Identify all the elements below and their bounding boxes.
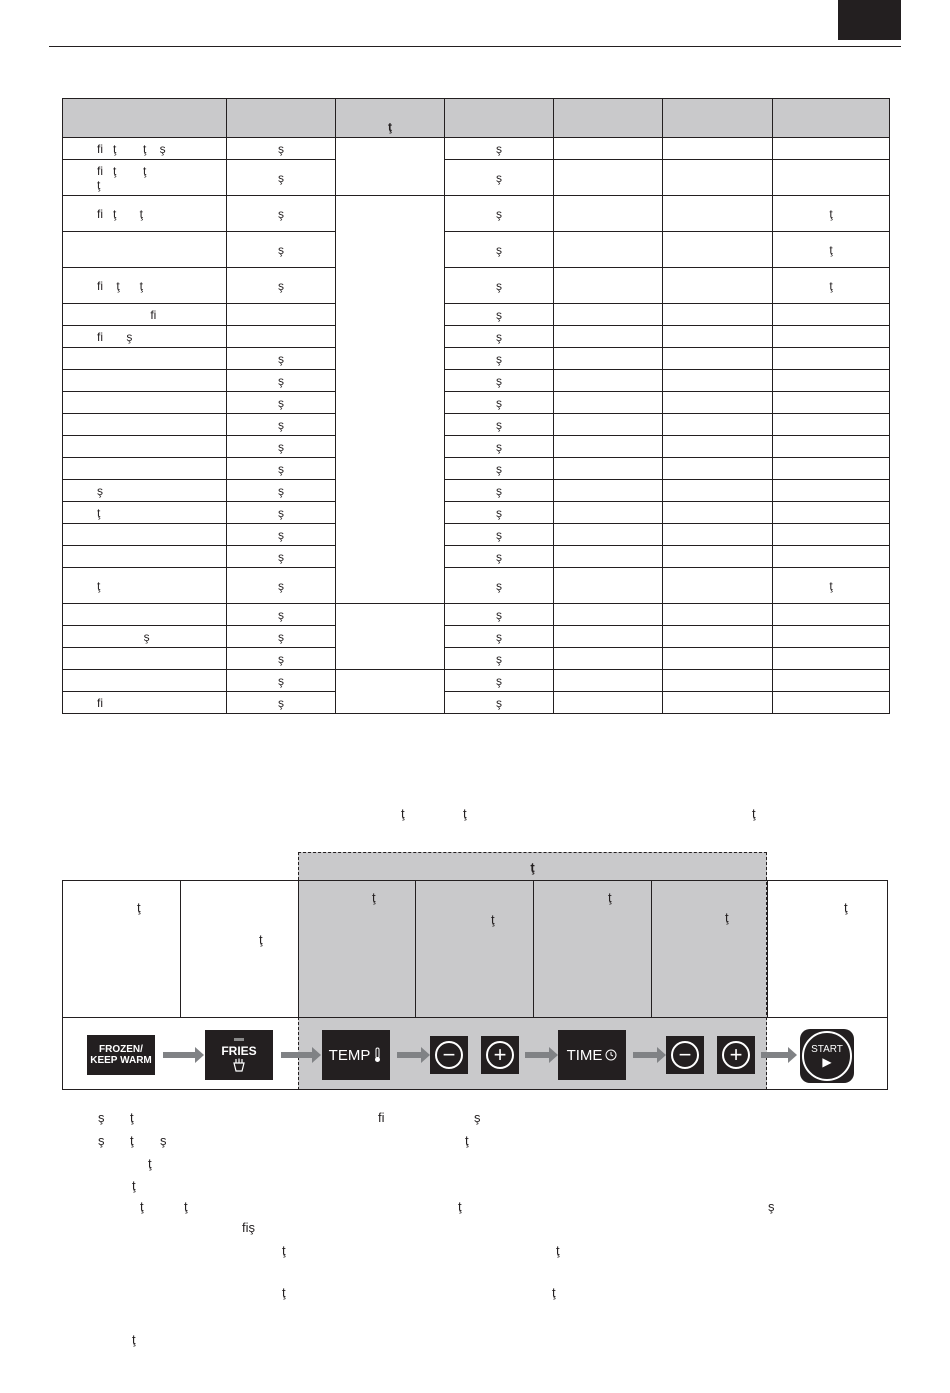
table-cell: ş <box>63 480 227 502</box>
table-cell <box>554 370 663 392</box>
table-cell: ş <box>227 348 336 370</box>
note-mark: ş <box>474 1110 481 1125</box>
instruction-line <box>62 806 889 826</box>
table-cell <box>63 414 227 436</box>
table-cell <box>554 304 663 326</box>
table-cell <box>663 524 773 546</box>
header-rule <box>49 46 901 47</box>
table-cell: ş <box>445 692 554 714</box>
divider <box>767 880 768 1018</box>
table-cell: ţ <box>773 268 890 304</box>
table-cell: fi ţ ţ ţ <box>63 160 227 196</box>
note-mark: fi <box>378 1110 385 1125</box>
table-cell <box>773 626 890 648</box>
instruction-mark: ţ <box>752 806 756 821</box>
start-button[interactable] <box>800 1029 854 1083</box>
table-row <box>63 232 890 268</box>
table-row <box>63 160 890 196</box>
table-cell <box>554 392 663 414</box>
thermometer-icon <box>373 1047 383 1063</box>
table-cell <box>227 326 336 348</box>
table-cell: ş <box>445 604 554 626</box>
step-text: ţ <box>137 900 141 915</box>
table-cell <box>554 196 663 232</box>
page-tab <box>838 0 901 40</box>
table-cell: ş <box>227 138 336 160</box>
arrow-icon <box>397 1052 422 1058</box>
table-cell: ş <box>227 414 336 436</box>
table-cell <box>554 458 663 480</box>
table-cell: ţ <box>773 196 890 232</box>
table-cell: ş <box>445 458 554 480</box>
table-cell <box>63 648 227 670</box>
table-cell: ş <box>227 670 336 692</box>
time-plus-button[interactable] <box>717 1036 755 1074</box>
table-header <box>63 99 227 138</box>
table-cell <box>663 268 773 304</box>
table-row <box>63 670 890 692</box>
table-cell <box>663 648 773 670</box>
table-cell <box>663 160 773 196</box>
table-cell: ş <box>227 546 336 568</box>
table-cell <box>554 232 663 268</box>
time-button[interactable]: TIME <box>558 1030 626 1080</box>
note-mark: ţ <box>140 1199 144 1214</box>
table-cell <box>554 568 663 604</box>
table-cell <box>227 304 336 326</box>
table-cell <box>773 392 890 414</box>
table-row <box>63 326 890 348</box>
table-cell <box>773 348 890 370</box>
table-cell: ş <box>445 232 554 268</box>
table-cell <box>554 670 663 692</box>
table-cell: ş <box>445 568 554 604</box>
table-cell <box>773 670 890 692</box>
note-mark: ţ <box>552 1285 556 1300</box>
table-cell: ş <box>445 670 554 692</box>
table-cell: ţ <box>63 568 227 604</box>
temp-plus-button[interactable] <box>481 1036 519 1074</box>
table-cell <box>63 604 227 626</box>
table-cell <box>554 480 663 502</box>
table-cell <box>663 232 773 268</box>
table-row <box>63 502 890 524</box>
table-row <box>63 138 890 160</box>
table-cell: ş <box>227 604 336 626</box>
indicator-bar <box>234 1038 244 1041</box>
table-cell <box>336 138 445 196</box>
arrow-icon <box>163 1052 196 1058</box>
table-cell <box>554 138 663 160</box>
table-cell <box>554 348 663 370</box>
table-row <box>63 268 890 304</box>
table-header <box>554 99 663 138</box>
arrow-icon <box>761 1052 789 1058</box>
divider <box>533 880 534 1018</box>
note-mark: ţ <box>282 1285 286 1300</box>
table-cell <box>773 648 890 670</box>
table-cell <box>663 670 773 692</box>
table-cell <box>63 232 227 268</box>
table-cell: fi ţ ţ <box>63 268 227 304</box>
table-cell: ş <box>445 392 554 414</box>
table-cell: ş <box>227 268 336 304</box>
table-cell <box>773 160 890 196</box>
table-cell: ş <box>445 370 554 392</box>
table-cell: ş <box>445 160 554 196</box>
table-cell: ş <box>445 304 554 326</box>
table-header <box>227 99 336 138</box>
temp-minus-button[interactable] <box>430 1036 468 1074</box>
step-text: ţ <box>491 912 495 927</box>
note-mark: fiş <box>242 1220 255 1235</box>
table-cell: ş <box>227 458 336 480</box>
table-cell <box>663 138 773 160</box>
cooking-table <box>62 98 889 714</box>
table-cell <box>63 392 227 414</box>
time-minus-button[interactable] <box>666 1036 704 1074</box>
table-row <box>63 546 890 568</box>
table-row <box>63 392 890 414</box>
table-cell <box>663 568 773 604</box>
note-mark: ţ <box>132 1178 136 1193</box>
table-cell: fi ţ ţ ş <box>63 138 227 160</box>
table-header <box>663 99 773 138</box>
table-cell <box>663 502 773 524</box>
divider <box>651 880 652 1018</box>
table-cell: ş <box>227 524 336 546</box>
table-cell <box>773 604 890 626</box>
table-cell: ţ <box>773 232 890 268</box>
table-cell <box>663 692 773 714</box>
table-cell: ş <box>445 648 554 670</box>
arrow-icon <box>525 1052 550 1058</box>
table-cell: ş <box>227 648 336 670</box>
step-text: ţ <box>725 910 729 925</box>
table-cell <box>663 546 773 568</box>
frozen-keep-warm-button[interactable]: FROZEN/ KEEP WARM <box>87 1035 155 1075</box>
step-text: ţ <box>372 890 376 905</box>
table-row <box>63 370 890 392</box>
table-cell: fi ş <box>63 326 227 348</box>
table-cell <box>63 370 227 392</box>
table-cell: ş <box>445 326 554 348</box>
divider <box>298 880 299 1018</box>
table-cell <box>554 692 663 714</box>
note-mark: ş <box>768 1199 775 1214</box>
table-cell: ş <box>445 502 554 524</box>
table-header-row <box>63 99 890 138</box>
table-cell <box>554 524 663 546</box>
table-row <box>63 414 890 436</box>
table-cell <box>63 524 227 546</box>
table-cell <box>773 370 890 392</box>
table-cell: ş <box>227 568 336 604</box>
clock-icon <box>605 1049 617 1061</box>
table-cell <box>663 436 773 458</box>
table-cell: ţ <box>63 502 227 524</box>
plus-icon: + <box>722 1041 750 1069</box>
table-cell <box>63 348 227 370</box>
table-cell: ş <box>445 626 554 648</box>
table-cell: ş <box>445 414 554 436</box>
table-row <box>63 436 890 458</box>
table-cell <box>663 196 773 232</box>
table-cell <box>554 326 663 348</box>
table-cell: ş <box>227 392 336 414</box>
table-cell: ş <box>445 196 554 232</box>
table-cell: ş <box>227 626 336 648</box>
note-mark: ş <box>160 1133 167 1148</box>
note-mark: ţ <box>282 1243 286 1258</box>
note-mark: ţ <box>458 1199 462 1214</box>
table-cell <box>554 546 663 568</box>
table-cell <box>773 326 890 348</box>
table-cell: fi <box>63 692 227 714</box>
note-mark: ţ <box>130 1133 134 1148</box>
table-cell <box>336 670 445 714</box>
table-cell <box>554 648 663 670</box>
table-row <box>63 524 890 546</box>
table-cell <box>663 414 773 436</box>
table-cell <box>663 480 773 502</box>
table-cell: ş <box>227 160 336 196</box>
table-cell <box>63 436 227 458</box>
table-cell <box>554 268 663 304</box>
table-header <box>773 99 890 138</box>
note-mark: ş <box>98 1133 105 1148</box>
table-cell: ş <box>63 626 227 648</box>
table-header <box>445 99 554 138</box>
note-mark: ţ <box>556 1243 560 1258</box>
table-cell <box>336 604 445 670</box>
table-cell <box>773 138 890 160</box>
table-cell <box>554 502 663 524</box>
minus-icon: − <box>671 1041 699 1069</box>
table-cell <box>663 392 773 414</box>
plus-icon: + <box>486 1041 514 1069</box>
note-mark: ţ <box>132 1332 136 1347</box>
table-cell: ş <box>445 546 554 568</box>
step-text: ţ <box>608 890 612 905</box>
divider <box>180 880 181 1018</box>
table-cell <box>773 480 890 502</box>
table-row <box>63 304 890 326</box>
table-row <box>63 196 890 232</box>
table-cell: ş <box>227 692 336 714</box>
table-cell <box>554 436 663 458</box>
table-cell <box>554 160 663 196</box>
table-cell <box>663 626 773 648</box>
step-text: ţ <box>259 932 263 947</box>
instruction-mark: ţ <box>463 806 467 821</box>
table-cell: ş <box>227 480 336 502</box>
table-cell <box>773 414 890 436</box>
table-cell <box>554 414 663 436</box>
table-cell <box>63 458 227 480</box>
arrow-icon <box>633 1052 658 1058</box>
table-cell: fi ţ ţ <box>63 196 227 232</box>
table-cell <box>773 692 890 714</box>
step-text: ţ <box>844 900 848 915</box>
minus-icon: − <box>435 1041 463 1069</box>
note-mark: ţ <box>184 1199 188 1214</box>
table-cell: ş <box>445 524 554 546</box>
table-cell: ţ <box>773 568 890 604</box>
table-cell <box>554 604 663 626</box>
table-row <box>63 458 890 480</box>
table-header: ţ <box>336 99 445 138</box>
note-mark: ţ <box>465 1133 469 1148</box>
table-cell <box>554 626 663 648</box>
table-cell: ş <box>227 502 336 524</box>
fries-button[interactable]: FRIES <box>205 1030 273 1080</box>
table-cell <box>663 604 773 626</box>
table-cell: ş <box>445 436 554 458</box>
diagram-frame <box>62 880 888 1090</box>
fries-icon <box>231 1058 247 1072</box>
arrow-icon <box>281 1052 313 1058</box>
temp-button[interactable]: TEMP <box>322 1030 390 1080</box>
note-mark: ş <box>98 1110 105 1125</box>
table-cell <box>773 458 890 480</box>
table-cell <box>63 670 227 692</box>
play-icon: ▶ <box>822 1054 832 1069</box>
table-cell <box>773 502 890 524</box>
table-cell: ş <box>227 196 336 232</box>
table-cell <box>773 304 890 326</box>
table-cell <box>773 436 890 458</box>
table-cell: ş <box>227 436 336 458</box>
divider <box>415 880 416 1018</box>
table-cell <box>663 348 773 370</box>
note-mark: ţ <box>148 1156 152 1171</box>
table-cell: ş <box>445 138 554 160</box>
table-cell: ş <box>227 370 336 392</box>
program-steps-title: ţ <box>530 860 535 875</box>
table-cell <box>336 196 445 604</box>
table-cell: ş <box>445 480 554 502</box>
table-cell <box>663 370 773 392</box>
table-cell: fi <box>63 304 227 326</box>
table-cell: ş <box>445 268 554 304</box>
table-row <box>63 348 890 370</box>
table-row <box>63 568 890 604</box>
table-row <box>63 692 890 714</box>
operation-diagram <box>62 852 888 1092</box>
divider <box>62 1017 888 1018</box>
table-cell <box>773 524 890 546</box>
table-cell <box>663 304 773 326</box>
table-cell <box>663 326 773 348</box>
table-cell <box>63 546 227 568</box>
table-cell <box>773 546 890 568</box>
table-row <box>63 648 890 670</box>
start-label: START <box>811 1043 843 1055</box>
note-mark: ţ <box>130 1110 134 1125</box>
instruction-mark: ţ <box>401 806 405 821</box>
table-row <box>63 480 890 502</box>
table-cell: ş <box>445 348 554 370</box>
table-row <box>63 604 890 626</box>
table-row <box>63 626 890 648</box>
table-cell: ş <box>227 232 336 268</box>
table-cell <box>663 458 773 480</box>
